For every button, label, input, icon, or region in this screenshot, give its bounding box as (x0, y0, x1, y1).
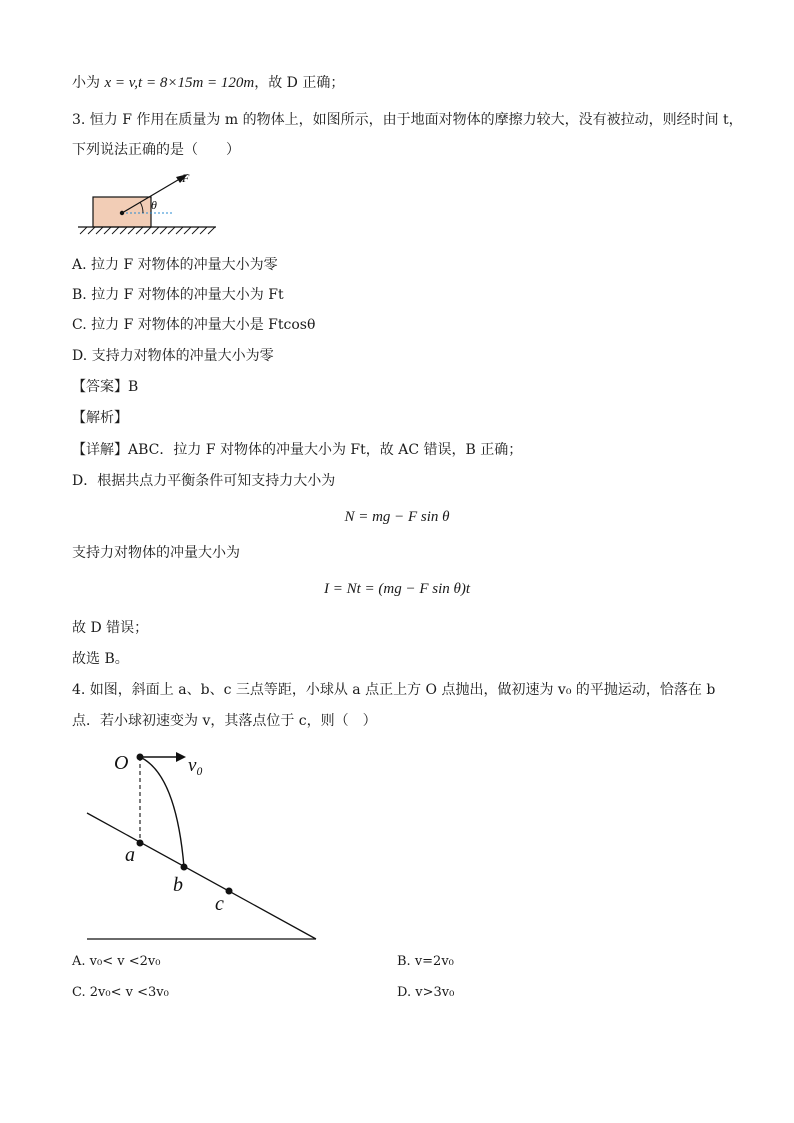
q3-equation-normal-force: N = mg − F sin θ (344, 509, 450, 525)
angle-label: θ (151, 198, 157, 212)
q3-option-c: C. 拉力 F 对物体的冲量大小是 Ftcosθ (72, 317, 316, 333)
q3-answer: 【答案】B (72, 379, 139, 395)
center-dot (120, 211, 124, 215)
ground-hatching (80, 227, 215, 234)
q4-stem-line2: 点．若小球初速变为 v，其落点位于 c，则（ ） (72, 713, 377, 729)
q4-option-b: B. v=2v₀ (397, 954, 454, 969)
q4-option-c: C. 2v₀< v <3v₀ (72, 985, 169, 1000)
q3-support-text: 支持力对物体的冲量大小为 (72, 545, 240, 561)
label-c: c (215, 893, 224, 915)
q3-block-force-figure (72, 168, 222, 240)
q3-option-b: B. 拉力 F 对物体的冲量大小为 Ft (72, 287, 284, 303)
point-o-dot (137, 754, 144, 761)
label-a: a (125, 844, 135, 866)
q4-stem-line1: 4. 如图，斜面上 a、b、c 三点等距，小球从 a 点正上方 O 点抛出，做初速为 v₀ 的平抛运动，恰落在 b (72, 682, 716, 698)
q4-option-d: D. v>3v₀ (397, 985, 455, 1000)
point-c-dot (226, 888, 233, 895)
q3-option-a: A. 拉力 F 对物体的冲量大小为零 (72, 257, 278, 273)
q3-detail: 【详解】ABC．拉力 F 对物体的冲量大小为 Ft，故 AC 错误，B 正确； (72, 442, 523, 458)
q3-equation-impulse: I = Nt = (mg − F sin θ)t (323, 581, 471, 597)
q3-analysis-title: 【解析】 (72, 410, 128, 426)
prev-formula: x = v,t = 8×15m = 120m (104, 75, 255, 91)
q3-choose: 故选 B。 (72, 651, 129, 667)
prev-text-end: ，故 D 正确； (254, 75, 345, 91)
q3-stem-line2: 下列说法正确的是（ ） (72, 142, 240, 158)
force-label: F (182, 171, 190, 185)
label-o: O (114, 752, 129, 774)
incline-line (87, 813, 316, 939)
q3-d-wrong: 故 D 错误； (72, 620, 149, 636)
q3-d-line: D．根据共点力平衡条件可知支持力大小为 (72, 473, 336, 489)
velocity-arrow-head (176, 752, 186, 762)
point-b-dot (181, 864, 188, 871)
prev-text-start: 小为 (72, 75, 105, 91)
label-b: b (173, 874, 183, 896)
point-a-dot (137, 840, 144, 847)
q3-option-d: D. 支持力对物体的冲量大小为零 (72, 348, 274, 364)
trajectory-curve (140, 757, 184, 867)
q4-projectile-incline-figure (80, 740, 330, 945)
q3-stem-line1: 3. 恒力 F 作用在质量为 m 的物体上，如图所示，由于地面对物体的摩擦力较大，没有被拉动，则经时间 t， (72, 112, 743, 128)
prev-solution-line (72, 74, 344, 92)
q4-option-a: A. v₀< v <2v₀ (72, 954, 161, 969)
label-v0: v₀ (188, 755, 204, 776)
